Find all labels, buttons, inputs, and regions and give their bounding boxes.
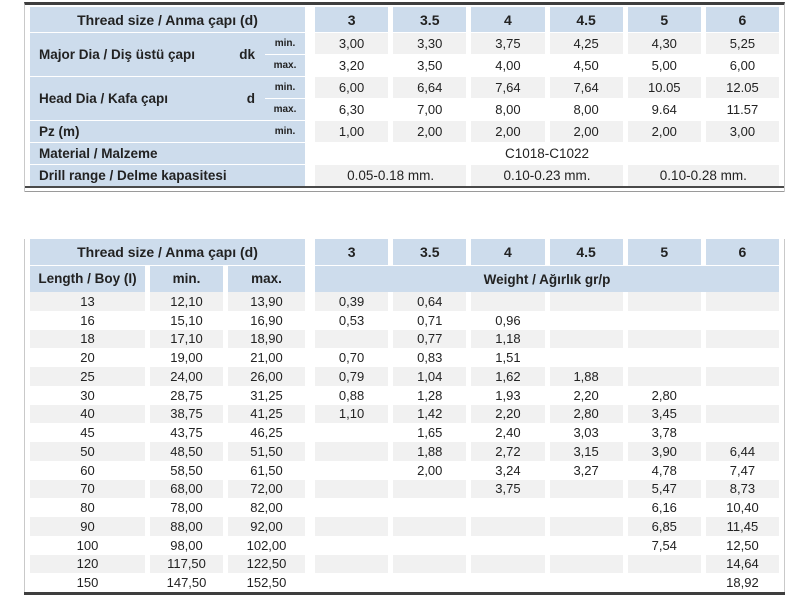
weight-cell: 1,88 — [393, 442, 471, 461]
max-label: max. — [265, 99, 305, 120]
weight-cells — [315, 517, 779, 536]
column-gap — [305, 239, 315, 265]
pz-value-cell: 2,00 — [393, 121, 471, 142]
max-cell: 102,00 — [228, 536, 305, 555]
weight-cells — [315, 292, 779, 311]
weight-cell: 3,45 — [628, 405, 706, 424]
weight-cell — [315, 480, 393, 499]
weight-cell — [706, 330, 779, 349]
weight-cell — [471, 536, 549, 555]
weight-cell — [471, 292, 549, 311]
weight-cells — [315, 498, 779, 517]
weight-table-row — [30, 423, 779, 442]
column-gap — [305, 266, 315, 292]
weight-cells — [315, 442, 779, 461]
weight-cell — [393, 536, 471, 555]
major-dia-minmax-col — [265, 33, 305, 76]
weight-cell: 5,47 — [628, 480, 706, 499]
weight-cell: 1,42 — [393, 405, 471, 424]
major-dia-symbol: dk — [239, 47, 255, 62]
major-dia-min-cell: 4,25 — [550, 33, 628, 54]
weight-cells — [315, 555, 779, 574]
weight-cell: 0,53 — [315, 311, 393, 330]
weight-table-row — [30, 367, 779, 386]
max-cell: 13,90 — [228, 292, 305, 311]
weight-cell — [550, 536, 628, 555]
weight-cell — [706, 386, 779, 405]
min-cell: 19,00 — [150, 348, 228, 367]
major-dia-max-cell: 4,50 — [550, 55, 628, 76]
size-header-cells — [315, 239, 779, 265]
weight-table-row — [30, 348, 779, 367]
head-dia-min-cell: 6,00 — [315, 77, 393, 98]
weight-cell: 11,45 — [706, 517, 779, 536]
column-gap — [305, 330, 315, 349]
weight-cell: 2,40 — [471, 423, 549, 442]
pz-min-label: min. — [265, 121, 305, 142]
min-cell: 78,00 — [150, 498, 228, 517]
weight-cells — [315, 348, 779, 367]
min-cell: 117,50 — [150, 555, 228, 574]
weight-cell: 1,88 — [550, 367, 628, 386]
major-dia-min-cell: 5,25 — [706, 33, 779, 54]
weight-cell — [315, 423, 393, 442]
weight-cell — [471, 573, 549, 592]
min-cell: 48,50 — [150, 442, 228, 461]
weight-cell — [628, 348, 706, 367]
weight-cell — [550, 292, 628, 311]
min-cell: 12,10 — [150, 292, 228, 311]
weight-cell — [550, 498, 628, 517]
head-dia-symbol: d — [246, 91, 255, 106]
weight-cell: 2,20 — [550, 386, 628, 405]
size-header-cells — [315, 7, 779, 32]
weight-cell — [706, 423, 779, 442]
weight-cell — [315, 536, 393, 555]
size-header-cell: 5 — [628, 239, 706, 265]
max-cell: 31,25 — [228, 386, 305, 405]
material-row — [30, 143, 779, 164]
max-cell: 26,00 — [228, 367, 305, 386]
length-cell: 120 — [30, 555, 150, 574]
major-dia-min-cell: 3,75 — [471, 33, 549, 54]
weight-table-row — [30, 517, 779, 536]
weight-cell — [471, 517, 549, 536]
weight-cell — [550, 330, 628, 349]
weight-cell — [628, 292, 706, 311]
weight-cell — [315, 498, 393, 517]
weight-cell: 4,78 — [628, 461, 706, 480]
column-gap — [305, 573, 315, 592]
size-header-cell: 3.5 — [393, 239, 471, 265]
weight-cell: 0,70 — [315, 348, 393, 367]
weight-cell: 3,90 — [628, 442, 706, 461]
weight-cell: 10,40 — [706, 498, 779, 517]
max-cell: 46,25 — [228, 423, 305, 442]
size-header-cell: 3 — [315, 239, 393, 265]
weight-cell: 18,92 — [706, 573, 779, 592]
max-cell: 92,00 — [228, 517, 305, 536]
major-dia-label-cell — [30, 33, 265, 76]
max-header: max. — [228, 266, 305, 292]
max-cell: 152,50 — [228, 573, 305, 592]
max-cell: 122,50 — [228, 555, 305, 574]
min-cell: 15,10 — [150, 311, 228, 330]
weight-table — [24, 239, 785, 595]
head-dia-min-cell: 6,64 — [393, 77, 471, 98]
length-header: Length / Boy (I) — [30, 266, 150, 292]
column-gap — [305, 386, 315, 405]
material-label: Material / Malzeme — [30, 143, 305, 164]
size-header-cell: 4.5 — [550, 239, 628, 265]
weight-cell — [393, 573, 471, 592]
head-dia-max-cell: 7,00 — [393, 99, 471, 120]
min-header: min. — [150, 266, 228, 292]
head-dia-min-cell: 12.05 — [706, 77, 779, 98]
size-header-cell: 4.5 — [550, 7, 628, 32]
weight-cell — [628, 311, 706, 330]
weight-cells — [315, 461, 779, 480]
weight-cell: 1,51 — [471, 348, 549, 367]
column-gap — [305, 423, 315, 442]
head-dia-rowgroup — [30, 77, 779, 120]
length-cell: 45 — [30, 423, 150, 442]
weight-cell — [706, 405, 779, 424]
weight-table-row — [30, 555, 779, 574]
pz-value-cell: 3,00 — [706, 121, 779, 142]
weight-cell: 3,15 — [550, 442, 628, 461]
weight-cell — [315, 330, 393, 349]
length-cell: 20 — [30, 348, 150, 367]
column-gap — [305, 121, 315, 142]
length-cell: 80 — [30, 498, 150, 517]
weight-cell — [393, 517, 471, 536]
column-gap — [305, 442, 315, 461]
thread-size-header: Thread size / Anma çapı (d) — [30, 7, 305, 32]
size-header-cell: 4 — [471, 239, 549, 265]
length-cell: 70 — [30, 480, 150, 499]
weight-cells — [315, 311, 779, 330]
weight-cell: 6,85 — [628, 517, 706, 536]
size-header-cell: 3.5 — [393, 7, 471, 32]
weight-table-row — [30, 536, 779, 555]
weight-cell: 0,88 — [315, 386, 393, 405]
drill-range-cell: 0.05-0.18 mm. — [315, 165, 471, 186]
drill-range-row — [30, 165, 779, 186]
pz-value-cell: 2,00 — [550, 121, 628, 142]
min-cell: 28,75 — [150, 386, 228, 405]
column-gap — [305, 536, 315, 555]
weight-cell: 1,28 — [393, 386, 471, 405]
drill-range-cell: 0.10-0.23 mm. — [471, 165, 627, 186]
size-header-cell: 3 — [315, 7, 393, 32]
weight-cell: 8,73 — [706, 480, 779, 499]
weight-cell: 6,16 — [628, 498, 706, 517]
weight-cell: 2,20 — [471, 405, 549, 424]
column-gap — [305, 517, 315, 536]
column-gap — [305, 367, 315, 386]
weight-cell — [628, 330, 706, 349]
weight-table-row — [30, 405, 779, 424]
min-cell: 68,00 — [150, 480, 228, 499]
length-cell: 40 — [30, 405, 150, 424]
weight-table-row — [30, 311, 779, 330]
head-dia-max-cell: 9.64 — [628, 99, 706, 120]
major-dia-max-cell: 3,50 — [393, 55, 471, 76]
weight-table-body — [30, 292, 779, 592]
column-gap — [305, 405, 315, 424]
weight-cell: 0,39 — [315, 292, 393, 311]
weight-cell: 2,00 — [393, 461, 471, 480]
max-cell: 72,00 — [228, 480, 305, 499]
head-dia-label-cell — [30, 77, 265, 120]
major-dia-max-row — [315, 55, 779, 76]
min-cell: 38,75 — [150, 405, 228, 424]
size-header-cell: 6 — [706, 239, 779, 265]
column-gap — [305, 348, 315, 367]
column-gap — [305, 143, 315, 164]
weight-cell: 0,71 — [393, 311, 471, 330]
head-dia-max-cell: 6,30 — [315, 99, 393, 120]
weight-cell — [628, 367, 706, 386]
min-cell: 43,75 — [150, 423, 228, 442]
weight-cells — [315, 386, 779, 405]
weight-cell: 14,64 — [706, 555, 779, 574]
min-cell: 24,00 — [150, 367, 228, 386]
head-dia-label: Head Dia / Kafa çapı — [39, 91, 169, 106]
major-dia-min-cell: 3,30 — [393, 33, 471, 54]
major-dia-max-cell: 5,00 — [628, 55, 706, 76]
weight-cell: 1,62 — [471, 367, 549, 386]
weight-cell: 1,04 — [393, 367, 471, 386]
length-cell: 100 — [30, 536, 150, 555]
weight-cell — [393, 555, 471, 574]
weight-cell — [706, 292, 779, 311]
weight-cell — [315, 573, 393, 592]
column-gap — [305, 555, 315, 574]
pz-label: Pz (m) — [30, 121, 265, 142]
head-dia-max-row — [315, 99, 779, 120]
weight-cell: 3,78 — [628, 423, 706, 442]
weight-cell: 1,65 — [393, 423, 471, 442]
weight-cell — [550, 573, 628, 592]
weight-cell — [706, 367, 779, 386]
max-cell: 18,90 — [228, 330, 305, 349]
column-gap — [305, 165, 315, 186]
dimensions-table — [24, 2, 785, 192]
head-dia-min-cell: 10.05 — [628, 77, 706, 98]
weight-cell — [550, 555, 628, 574]
weight-cell: 2,72 — [471, 442, 549, 461]
min-cell: 147,50 — [150, 573, 228, 592]
pz-value-cell: 2,00 — [628, 121, 706, 142]
min-label: min. — [265, 77, 305, 98]
weight-cell — [393, 480, 471, 499]
min-cell: 58,50 — [150, 461, 228, 480]
weight-cell: 3,75 — [471, 480, 549, 499]
max-cell: 61,50 — [228, 461, 305, 480]
weight-cell — [315, 461, 393, 480]
weight-table-row — [30, 480, 779, 499]
length-cell: 18 — [30, 330, 150, 349]
size-header-cell: 4 — [471, 7, 549, 32]
weight-cell — [315, 442, 393, 461]
weight-cells — [315, 536, 779, 555]
weight-cell — [706, 311, 779, 330]
weight-cells — [315, 405, 779, 424]
column-gap — [305, 292, 315, 311]
weight-cell: 0,83 — [393, 348, 471, 367]
min-cell: 88,00 — [150, 517, 228, 536]
drill-range-cell: 0.10-0.28 mm. — [628, 165, 779, 186]
pz-value-cell: 1,00 — [315, 121, 393, 142]
weight-cell: 6,44 — [706, 442, 779, 461]
weight-cell: 0,79 — [315, 367, 393, 386]
weight-cells — [315, 480, 779, 499]
weight-cell — [315, 555, 393, 574]
major-dia-max-cell: 6,00 — [706, 55, 779, 76]
pz-values — [315, 121, 779, 142]
weight-cell: 1,93 — [471, 386, 549, 405]
head-dia-min-cell: 7,64 — [471, 77, 549, 98]
major-dia-rowgroup — [30, 33, 779, 76]
weight-cell — [550, 517, 628, 536]
drill-range-label: Drill range / Delme kapasitesi — [30, 165, 305, 186]
weight-cell — [471, 555, 549, 574]
column-gap — [305, 498, 315, 517]
weight-table-row — [30, 498, 779, 517]
weight-cell: 3,24 — [471, 461, 549, 480]
min-cell: 98,00 — [150, 536, 228, 555]
major-dia-min-row — [315, 33, 779, 54]
length-cell: 90 — [30, 517, 150, 536]
weight-cell: 12,50 — [706, 536, 779, 555]
weight-cell — [471, 498, 549, 517]
size-header-cell: 5 — [628, 7, 706, 32]
weight-header-row — [30, 239, 779, 265]
weight-cell: 0,96 — [471, 311, 549, 330]
weight-span-header: Weight / Ağırlık gr/p — [315, 266, 779, 292]
length-cell: 60 — [30, 461, 150, 480]
weight-table-row — [30, 461, 779, 480]
weight-cell — [628, 555, 706, 574]
max-cell: 16,90 — [228, 311, 305, 330]
length-cell: 16 — [30, 311, 150, 330]
drill-range-values — [315, 165, 779, 186]
major-dia-min-cell: 4,30 — [628, 33, 706, 54]
major-dia-max-cell: 4,00 — [471, 55, 549, 76]
min-cell: 17,10 — [150, 330, 228, 349]
weight-cells — [315, 573, 779, 592]
column-gap — [305, 461, 315, 480]
column-gap — [305, 33, 315, 76]
table1-bottom-border-thin — [25, 191, 784, 192]
weight-subheader-row — [30, 266, 779, 292]
weight-table-row — [30, 330, 779, 349]
weight-cell: 2,80 — [628, 386, 706, 405]
column-gap — [305, 480, 315, 499]
length-cell: 25 — [30, 367, 150, 386]
weight-cell: 2,80 — [550, 405, 628, 424]
max-cell: 41,25 — [228, 405, 305, 424]
max-cell: 21,00 — [228, 348, 305, 367]
weight-table-row — [30, 386, 779, 405]
material-value: C1018-C1022 — [315, 143, 779, 164]
max-cell: 51,50 — [228, 442, 305, 461]
column-gap — [305, 7, 315, 32]
weight-table-row — [30, 442, 779, 461]
weight-cell: 3,27 — [550, 461, 628, 480]
weight-cell — [393, 498, 471, 517]
size-header-cell: 6 — [706, 7, 779, 32]
min-label: min. — [265, 33, 305, 54]
weight-cell — [706, 348, 779, 367]
pz-value-cell: 2,00 — [471, 121, 549, 142]
length-cell: 13 — [30, 292, 150, 311]
weight-cell: 0,77 — [393, 330, 471, 349]
thread-size-header: Thread size / Anma çapı (d) — [30, 239, 305, 265]
weight-cell: 7,47 — [706, 461, 779, 480]
pz-row — [30, 121, 779, 142]
length-cell: 30 — [30, 386, 150, 405]
table2-bottom-border — [24, 592, 785, 595]
weight-cell — [550, 348, 628, 367]
weight-table-row — [30, 573, 779, 592]
weight-cell: 7,54 — [628, 536, 706, 555]
head-dia-max-cell: 8,00 — [550, 99, 628, 120]
weight-cell — [628, 573, 706, 592]
weight-cell: 3,03 — [550, 423, 628, 442]
head-dia-min-cell: 7,64 — [550, 77, 628, 98]
weight-cells — [315, 423, 779, 442]
weight-cell: 1,10 — [315, 405, 393, 424]
max-cell: 82,00 — [228, 498, 305, 517]
length-cell: 50 — [30, 442, 150, 461]
length-cell: 150 — [30, 573, 150, 592]
max-label: max. — [265, 55, 305, 76]
weight-table-row — [30, 292, 779, 311]
column-gap — [305, 311, 315, 330]
head-dia-max-cell: 11.57 — [706, 99, 779, 120]
major-dia-min-cell: 3,00 — [315, 33, 393, 54]
head-dia-max-cell: 8,00 — [471, 99, 549, 120]
weight-cells — [315, 330, 779, 349]
major-dia-max-cell: 3,20 — [315, 55, 393, 76]
head-dia-minmax-col — [265, 77, 305, 120]
weight-cell — [550, 480, 628, 499]
weight-cell: 0,64 — [393, 292, 471, 311]
head-dia-min-row — [315, 77, 779, 98]
weight-cell — [315, 517, 393, 536]
weight-cells — [315, 367, 779, 386]
dimensions-header-row — [30, 7, 779, 32]
major-dia-label: Major Dia / Diş üstü çapı — [39, 47, 196, 62]
weight-cell: 1,18 — [471, 330, 549, 349]
weight-cell — [550, 311, 628, 330]
column-gap — [305, 77, 315, 120]
